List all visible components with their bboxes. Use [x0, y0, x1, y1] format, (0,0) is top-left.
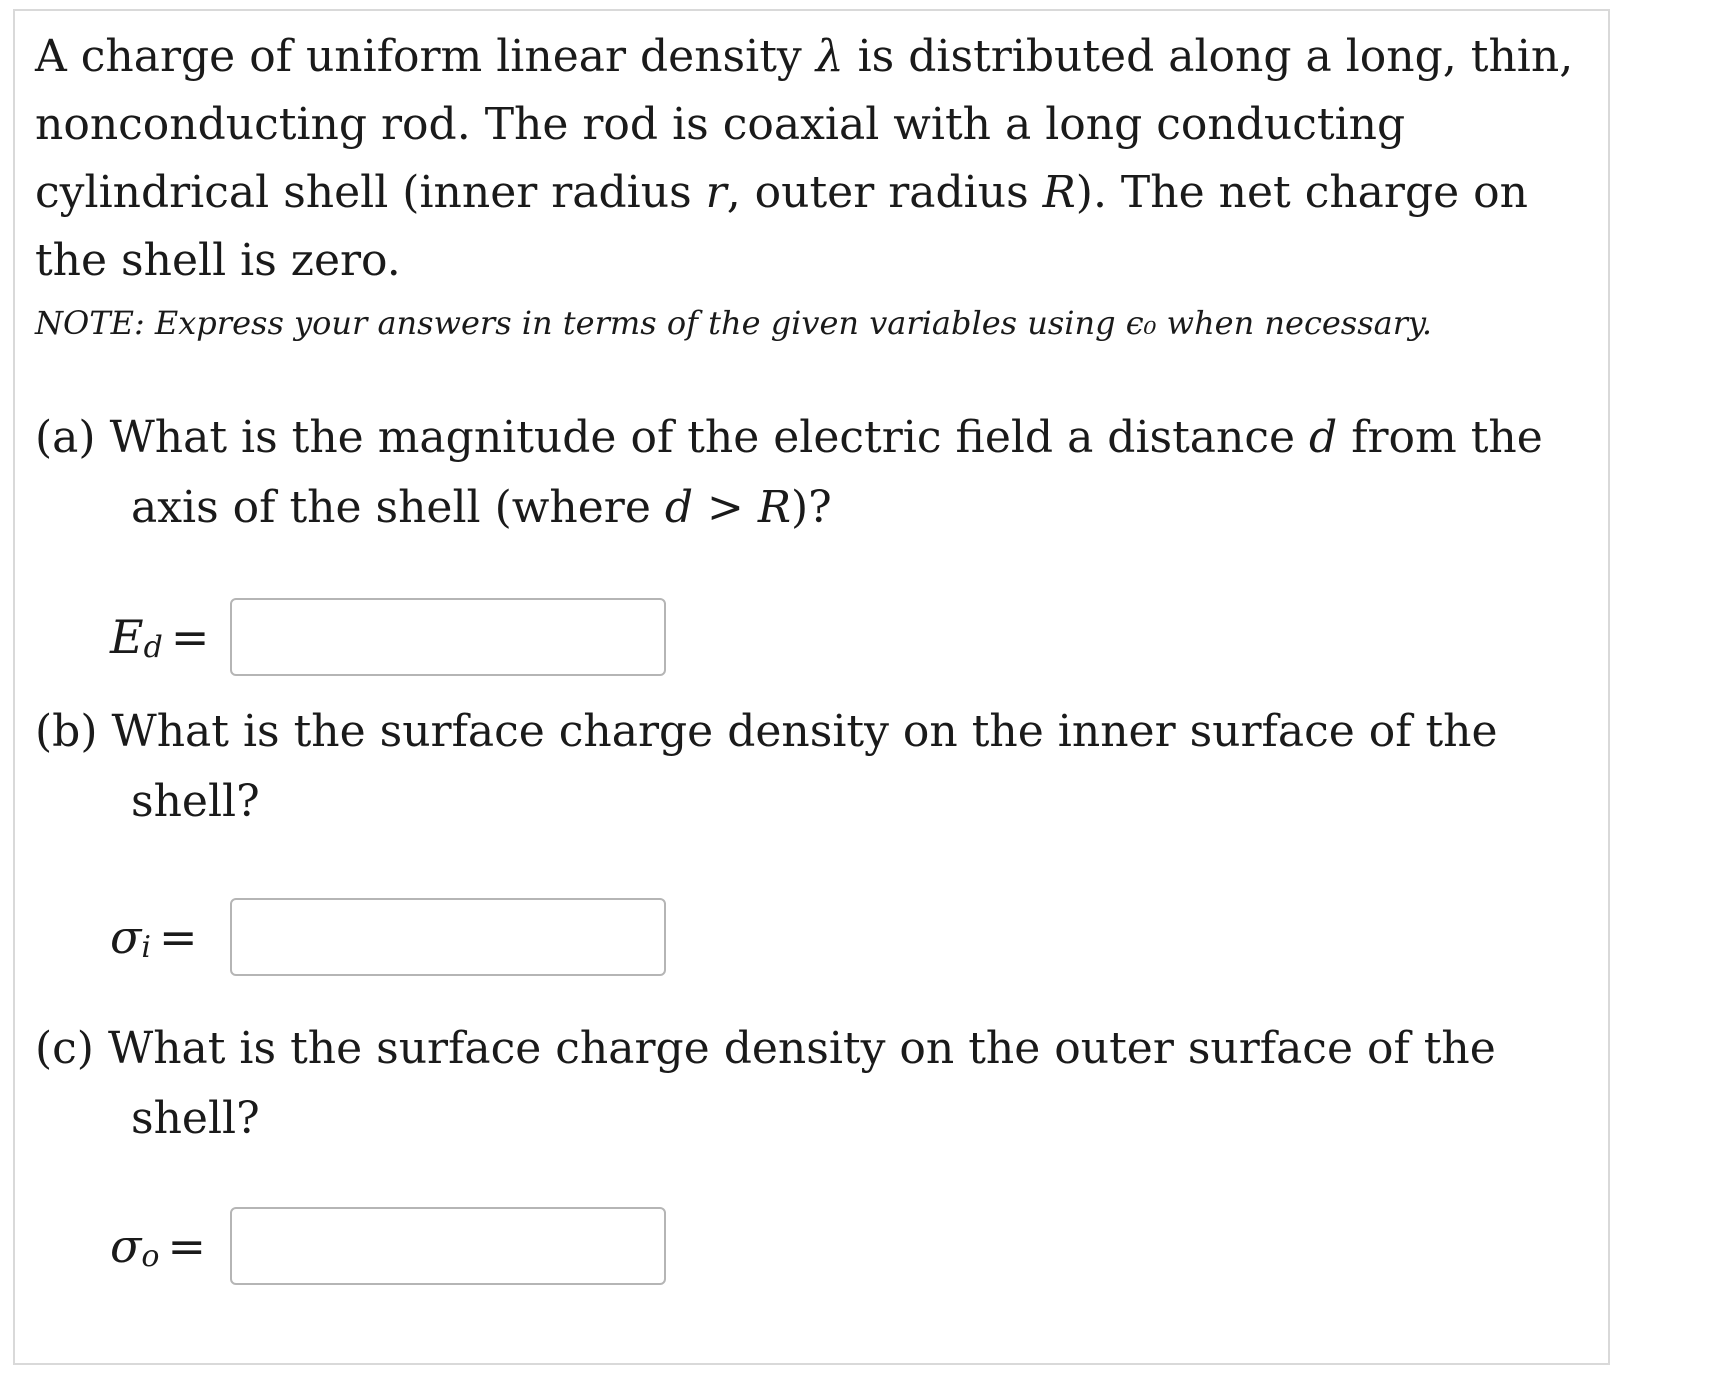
answer-a-input[interactable] [230, 598, 666, 676]
answer-c-subscript: o [141, 1238, 160, 1274]
outer-radius-symbol: R [1042, 167, 1076, 218]
question-b-text: What is the surface charge density on the inner surface of the [97, 706, 1498, 757]
answer-c-input[interactable] [230, 1207, 666, 1285]
question-a-text-2: from the [1337, 412, 1543, 463]
inner-radius-symbol: r [705, 167, 727, 218]
intro-text-4: ). The net charge on the shell is zero. [35, 167, 1528, 286]
answer-a-symbol-main: E [110, 610, 144, 664]
question-a-cont-text-2: )? [791, 482, 832, 533]
intro-text-2: is distributed along a long, thin, nonconducting rod. The rod is coaxial with a long conducting cylindrical shell (inner radius [35, 31, 1574, 218]
question-a-cont-d: d [664, 482, 694, 533]
question-a-cont-R: R [757, 482, 791, 533]
answer-b-symbol-main: σ [110, 910, 142, 964]
answer-row-b [110, 896, 666, 978]
answer-row-a [110, 596, 666, 678]
lambda-symbol: λ [815, 31, 844, 82]
answer-c-symbol [110, 1219, 230, 1273]
question-a [35, 403, 1595, 543]
answer-a-subscript: d [143, 629, 163, 665]
note-text: NOTE: Express your answers in terms of the given variables using ϵ₀ when necessary. [35, 304, 1433, 342]
question-c-continuation: shell? [131, 1093, 260, 1144]
answer-b-equals: = [159, 910, 198, 964]
answer-c-symbol-main: σ [110, 1219, 142, 1273]
question-a-continuation [35, 473, 1595, 543]
answer-c-equals: = [167, 1219, 207, 1273]
question-a-var-d: d [1309, 412, 1338, 463]
answer-b-subscript: i [141, 929, 152, 965]
question-a-cont-text-1: axis of the shell (where [131, 482, 665, 533]
answer-a-symbol [110, 610, 230, 664]
question-c-label: (c) [35, 1023, 94, 1074]
question-a-text-1: What is the magnitude of the electric field a distance [95, 412, 1310, 463]
intro-text-1: A charge of uniform linear density [35, 31, 816, 82]
question-a-cont-gt: > [693, 482, 758, 533]
question-b-label: (b) [35, 706, 98, 757]
answer-a-equals: = [170, 610, 210, 664]
question-b-continuation: shell? [131, 776, 260, 827]
question-a-label: (a) [35, 412, 96, 463]
problem-card [13, 9, 1610, 1365]
answer-row-c [110, 1205, 666, 1287]
answer-b-symbol [110, 910, 230, 964]
question-b [35, 697, 1595, 837]
question-c [35, 1014, 1595, 1154]
answer-b-input[interactable] [230, 898, 666, 976]
intro-text-3: , outer radius [726, 167, 1043, 218]
problem-statement [35, 23, 1595, 295]
question-c-text: What is the surface charge density on the outer surface of the [93, 1023, 1496, 1074]
